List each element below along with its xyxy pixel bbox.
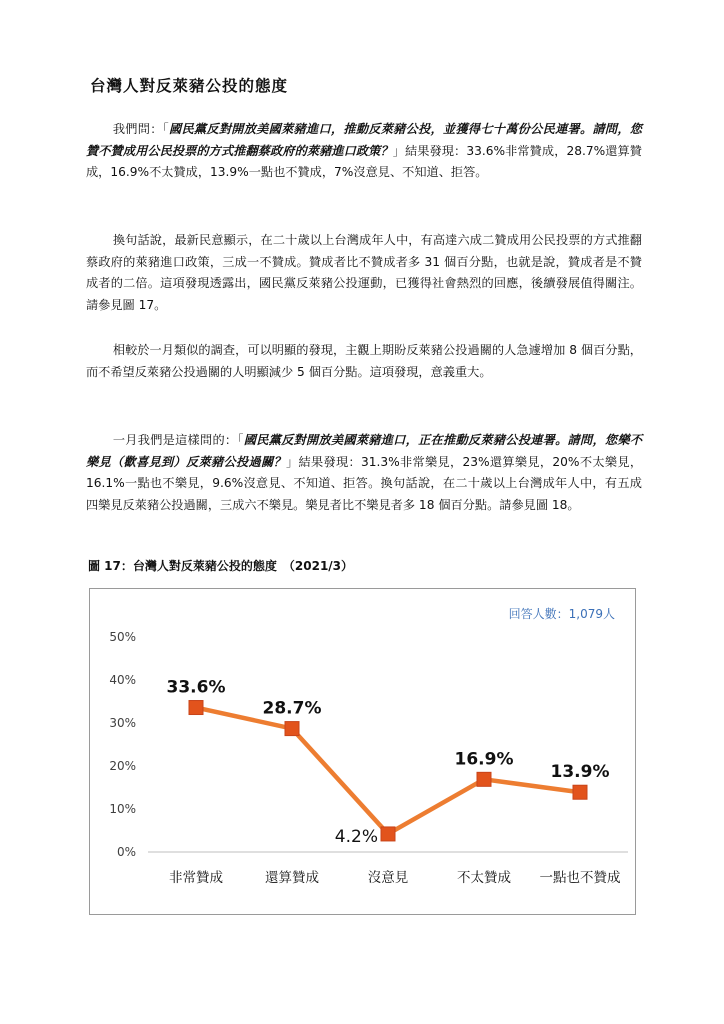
data-label: 33.6%	[166, 677, 226, 698]
x-category-label: 還算贊成	[265, 870, 319, 886]
data-point-marker	[285, 722, 299, 736]
x-category-label: 非常贊成	[169, 870, 223, 886]
paragraph-intro: 我們問：「	[112, 122, 169, 136]
x-category-label: 不太贊成	[457, 870, 511, 886]
data-label: 28.7%	[262, 698, 322, 719]
paragraph-intro: 一月我們是這樣問的：「	[112, 433, 244, 447]
y-tick-label: 50%	[109, 630, 136, 644]
data-point-marker	[477, 772, 491, 786]
x-category-label: 一點也不贊成	[539, 870, 621, 886]
survey-question: 國民黨反對開放美國萊豬進口，正在推動反萊豬公投連署。請問，您樂不樂見（歡喜見到）反萊豬公投過關？	[86, 433, 643, 469]
data-point-marker	[381, 827, 395, 841]
y-tick-label: 40%	[109, 673, 136, 687]
data-label: 4.2%	[334, 826, 378, 847]
survey-question: 國民黨反對開放美國萊豬進口，推動反萊豬公投，並獲得七十萬份公民連署。請問，您贊不贊成用公民投票的方式推翻蔡政府的萊豬進口政策？	[86, 122, 642, 158]
y-tick-label: 10%	[109, 802, 136, 816]
y-tick-label: 30%	[109, 716, 136, 730]
y-tick-label: 0%	[116, 845, 136, 859]
page-title: 台灣人對反萊豬公投的態度	[90, 77, 289, 95]
line-chart	[90, 589, 634, 913]
paragraph-analysis: 換句話說，最新民意顯示，在二十歲以上台灣成年人中，有高達六成二贊成用公民投票的方式推翻蔡政府的萊豬進口政策，三成一不贊成。贊成者比不贊成者多 31 個百分點，也就是說，贊成者是不贊成者的二倍。這項發現透露出，國民黨反萊豬公投運動，已獲得社會熱烈的回應，後續發展值得關注。請參見圖 17。	[86, 233, 642, 312]
data-label: 16.9%	[454, 749, 514, 770]
chart-frame	[89, 588, 636, 915]
paragraph-result: 」結果發現：33.6%非常贊成，28.7%還算贊成，16.9%不太贊成，13.9%一點也不贊成，7%沒意見、不知道、拒答。	[86, 143, 642, 179]
data-label: 13.9%	[550, 762, 610, 783]
paragraph-comparison: 相較於一月類似的調查，可以明顯的發現，主觀上期盼反萊豬公投過關的人急遽增加 8 個百分點，而不希望反萊豬公投過關的人明顯減少 5 個百分點。這項發現，意義重大。	[86, 343, 642, 379]
paragraph-question-january	[86, 430, 642, 516]
respondent-count: 回答人數：1,079人	[508, 607, 615, 621]
figure-date: （2021/3）	[282, 559, 354, 573]
series-line	[196, 708, 580, 834]
x-category-label: 沒意見	[367, 870, 409, 886]
figure-caption	[88, 557, 353, 574]
paragraph-result: 」結果發現：31.3%非常樂見，23%還算樂見，20%不太樂見，16.1%一點也不樂見，9.6%沒意見、不知道、拒答。換句話說，在二十歲以上台灣成年人中，有五成四樂見反萊豬公投過關，三成六不樂見。樂見者比不樂見者多 18 個百分點。請參見圖 18。	[86, 454, 643, 512]
figure-caption-text: 圖 17：台灣人對反萊豬公投的態度	[88, 559, 277, 573]
y-tick-label: 20%	[109, 759, 136, 773]
data-point-marker	[573, 785, 587, 799]
paragraph-question-march	[86, 119, 642, 184]
data-point-marker	[189, 701, 203, 715]
